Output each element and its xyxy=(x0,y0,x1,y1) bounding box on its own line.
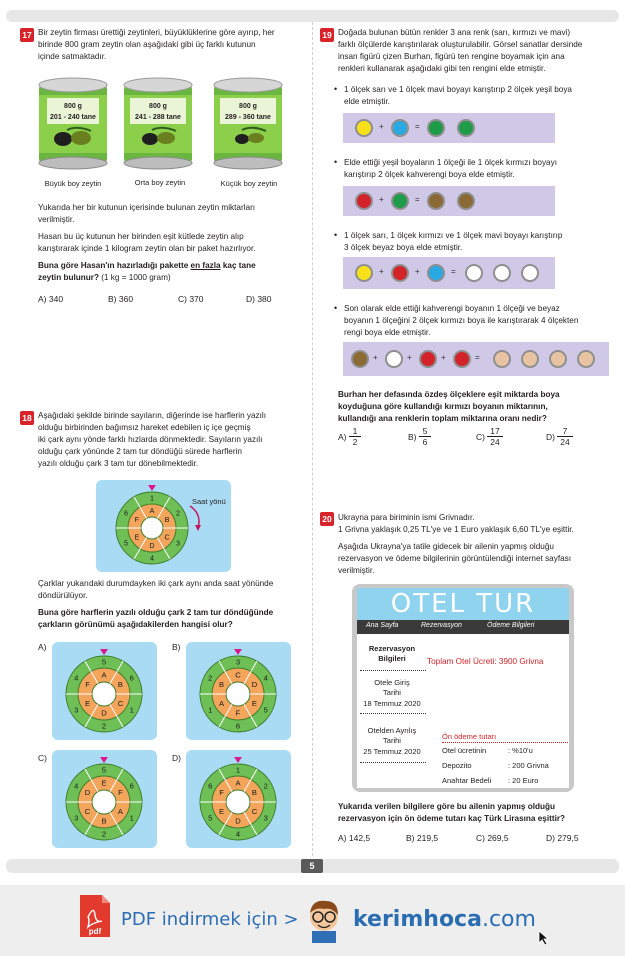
bullet-3: • xyxy=(334,230,338,240)
inner-letter: F xyxy=(134,514,140,524)
plus-sign: + xyxy=(415,267,420,276)
top-marker-icon xyxy=(148,485,156,491)
equals-sign: = xyxy=(475,353,480,362)
checkin-label-1: Otele Giriş xyxy=(374,678,410,687)
footer-site-link[interactable]: kerimhoca.com xyxy=(353,907,536,932)
column-divider xyxy=(312,22,313,856)
pdf-file-icon[interactable] xyxy=(78,893,112,939)
inner-letter: C xyxy=(251,807,258,817)
q19-option-b-fraction[interactable]: $\frac{5}{6}$ xyxy=(419,426,431,447)
q17-p2-line1: Hasan bu üç kutunun her birinden eşit kütlede zeytin alıp xyxy=(38,232,244,241)
q18-option-a-label[interactable]: A) xyxy=(38,642,47,652)
q19-line2: farklı ölçülerde karıştırılarak oluşturulabilir. Görsel sanatlar dersinde xyxy=(338,40,583,49)
site-title: OTEL TUR xyxy=(390,589,536,619)
red-paint-dot xyxy=(453,350,471,368)
q20-option-a[interactable]: A) 142,5 xyxy=(338,833,371,843)
clockwise-label: Saat yönü xyxy=(192,497,226,506)
outer-number: 3 xyxy=(74,705,79,715)
inner-letter: E xyxy=(101,778,107,788)
inner-letter: A xyxy=(101,670,107,680)
inner-letter: A xyxy=(235,778,241,788)
inner-letter: D xyxy=(235,816,241,826)
q20-question-line2: rezervasyon için ön ödeme tutarı kaç Türk Lirasına eşittir? xyxy=(338,814,566,823)
green-paint-dot xyxy=(427,119,445,137)
wheel-option-d xyxy=(190,754,286,846)
mix-row-2 xyxy=(343,186,555,216)
outer-number: 4 xyxy=(74,781,79,791)
prepay-row-1-key: Otel ücretinin xyxy=(442,746,487,755)
q19-question-line3: kullandığı ana renklerin toplam miktarına oranı nedir? xyxy=(338,414,547,423)
q18-p2: döndürülüyor. xyxy=(38,591,88,600)
q19-option-c-fraction[interactable]: $\frac{17}{24}$ xyxy=(487,426,503,447)
q20-line3: Aşağıda Ukrayna'ya tatile gidecek bir ailenin yapmış olduğu xyxy=(338,542,554,551)
q17-p1-line1: Yukarıda her bir kutunun içerisinde bulunan zeytin miktarları xyxy=(38,203,256,212)
outer-number: 3 xyxy=(235,657,241,667)
q18-option-b-label[interactable]: B) xyxy=(172,642,181,652)
inner-letter: C xyxy=(164,532,170,542)
outer-number: 6 xyxy=(129,673,134,683)
outer-number: 4 xyxy=(235,829,241,839)
inner-letter: A xyxy=(117,807,123,817)
q19-b4-line1: Son olarak elde ettiği kahverengi boyanın 1 ölçeği ve beyaz xyxy=(344,304,560,313)
q18-line5: yazılı olduğu çark 3 tam tur dönebilmektedir. xyxy=(38,459,199,468)
mix-row-1 xyxy=(343,113,555,143)
reservation-info-title-1: Rezervasyon xyxy=(368,644,416,653)
prepay-row-2-value: : 200 Grivna xyxy=(508,761,549,770)
q18-question-line1: Buna göre harflerin yazılı olduğu çark 2 tam tur döndüğünde xyxy=(38,608,274,617)
checkout-date: 25 Temmuz 2020 xyxy=(363,747,421,756)
blue-paint-dot xyxy=(427,264,445,282)
outer-number: 5 xyxy=(101,765,107,775)
outer-number: 1 xyxy=(129,705,134,715)
inner-letter: E xyxy=(134,532,140,542)
q19-option-c-label[interactable]: C) xyxy=(476,432,485,442)
can-3-label: Küçük boy zeytin xyxy=(220,179,278,188)
q19-option-a-label[interactable]: A) xyxy=(338,432,347,442)
question-20-number: 20 xyxy=(320,512,334,526)
inner-letter: E xyxy=(251,699,257,709)
outer-number: 5 xyxy=(124,538,129,548)
q19-b2-line1: Elde ettiği yeşil boyaların 1 ölçeği ile 1 ölçek kırmızı boyayı xyxy=(344,158,557,167)
can-3-weight: 800 g xyxy=(239,103,257,110)
outer-number: 5 xyxy=(101,657,107,667)
prepay-row-2-key: Depozito xyxy=(442,761,472,770)
q18-line4: olduğu çark yönünde 2 tam tur döndüğü sürede harflerin xyxy=(38,447,242,456)
outer-number: 1 xyxy=(150,493,154,503)
q17-option-c[interactable]: C) 370 xyxy=(178,294,204,304)
top-marker-icon xyxy=(234,757,242,763)
wheel-option-a xyxy=(56,646,152,738)
q19-b4-line3: rengi boya elde etmiştir. xyxy=(344,328,431,337)
skin-paint-dot xyxy=(577,350,595,368)
q19-line1: Doğada bulunan bütün renkler 3 ana renk (sarı, kırmızı ve mavi) xyxy=(338,28,571,37)
top-marker-icon xyxy=(100,757,108,763)
inner-letter: B xyxy=(117,680,123,690)
q17-question-line2: zeytin bulunur? (1 kg = 1000 gram) xyxy=(38,273,171,282)
green-paint-dot xyxy=(457,119,475,137)
q19-b1-line2: elde etmiştir. xyxy=(344,97,390,106)
separator xyxy=(360,670,426,671)
pdf-icon-text: pdf xyxy=(88,927,102,936)
can-1-weight: 800 g xyxy=(64,103,82,110)
inner-letter: F xyxy=(235,708,241,718)
q19-option-d-fraction[interactable]: $\frac{7}{24}$ xyxy=(557,426,573,447)
outer-number: 1 xyxy=(129,813,134,823)
bullet-2: • xyxy=(334,157,338,167)
outer-number: 2 xyxy=(101,829,107,839)
q18-line3: iki çark aynı yönde farklı hızlarda dönmektedir. Sayıların yazılı xyxy=(38,435,263,444)
yellow-paint-dot xyxy=(355,264,373,282)
outer-number: 2 xyxy=(208,673,213,683)
outer-number: 3 xyxy=(263,813,268,823)
wheel-main xyxy=(106,484,198,568)
outer-number: 1 xyxy=(208,705,213,715)
q20-question-line1: Yukarıda verilen bilgilere göre bu ailenin yapmış olduğu xyxy=(338,802,556,811)
inner-letter: E xyxy=(219,807,225,817)
equals-sign: = xyxy=(415,195,420,204)
prepay-row-1-value: : %10'u xyxy=(508,746,533,755)
checkout-label-1: Otelden Ayrılış xyxy=(367,726,417,735)
separator xyxy=(360,713,426,714)
plus-sign: + xyxy=(373,353,378,362)
can-1-label: Büyük boy zeytin xyxy=(44,179,102,188)
q20-option-c[interactable]: C) 269,5 xyxy=(476,833,509,843)
q17-intro-line3: içinde satmaktadır. xyxy=(38,52,107,61)
question-19-number: 19 xyxy=(320,28,334,42)
q19-question-line2: koyduğuna göre kullandığı kırmızı boyanın miktarının, xyxy=(338,402,548,411)
outer-number: 6 xyxy=(235,721,241,731)
outer-number: 2 xyxy=(101,721,107,731)
inner-letter: D xyxy=(101,708,107,718)
inner-letter: D xyxy=(84,788,91,798)
q18-line1: Aşağıdaki şekilde birinde sayıların, diğerinde ise harflerin yazılı xyxy=(38,411,267,420)
q20-option-b[interactable]: B) 219,5 xyxy=(406,833,439,843)
outer-number: 5 xyxy=(263,705,268,715)
olive-can-medium xyxy=(122,75,194,176)
nav-payment-info[interactable]: Ödeme Bilgileri xyxy=(487,622,535,629)
plus-sign: + xyxy=(407,353,412,362)
prepay-row-3-value: : 20 Euro xyxy=(508,776,539,785)
can-1-count: 201 - 240 tane xyxy=(50,114,96,121)
can-2-label: Orta boy zeytin xyxy=(134,178,186,187)
green-paint-dot xyxy=(391,192,409,210)
white-paint-dot xyxy=(385,350,403,368)
wheel-hub xyxy=(226,682,250,706)
q17-p1-line2: verilmiştir. xyxy=(38,215,75,224)
outer-number: 4 xyxy=(74,673,79,683)
plus-sign: + xyxy=(379,195,384,204)
footer-download-text[interactable]: PDF indirmek için > xyxy=(121,909,299,930)
inner-letter: F xyxy=(219,788,224,798)
q17-intro-line2: birinde 800 gram zeytin olan aşağıdaki gibi üç farklı kutunun xyxy=(38,40,256,49)
inner-letter: C xyxy=(117,699,124,709)
q19-option-a-fraction[interactable]: $\frac{1}{2}$ xyxy=(349,426,361,447)
q19-b1-line1: 1 ölçek sarı ve 1 ölçek mavi boyayı karıştırıp 2 ölçek yeşil boya xyxy=(344,85,572,94)
checkin-label-2: Tarihi xyxy=(383,688,401,697)
clockwise-arrow-icon xyxy=(186,504,208,534)
inner-letter: F xyxy=(85,680,90,690)
blue-paint-dot xyxy=(391,119,409,137)
white-paint-dot xyxy=(493,264,511,282)
outer-number: 4 xyxy=(263,673,268,683)
q18-option-d-label[interactable]: D) xyxy=(172,753,181,763)
outer-number: 2 xyxy=(175,508,180,518)
bullet-4: • xyxy=(334,303,338,313)
inner-letter: D xyxy=(251,680,258,690)
inner-letter: C xyxy=(235,670,241,680)
olive-can-small xyxy=(212,75,284,176)
checkout-label-2: Tarihi xyxy=(383,736,401,745)
red-paint-dot xyxy=(391,264,409,282)
brown-paint-dot xyxy=(457,192,475,210)
q19-question-line1: Burhan her defasında özdeş ölçeklere eşit miktarda boya xyxy=(338,390,560,399)
q19-line4: renkleri kullanarak aşağıdaki gibi ten rengini elde etmiştir. xyxy=(338,64,546,73)
yellow-paint-dot xyxy=(355,119,373,137)
q20-line1: Ukrayna para biriminin ismi Grivnadır. xyxy=(338,513,475,522)
olive-can-large xyxy=(37,75,109,176)
inner-letter: B xyxy=(101,816,107,826)
prepay-row-3-key: Anahtar Bedeli xyxy=(442,776,492,785)
q19-line3: insan figürü çizen Burhan, figürü ten rengine boyamak için ana xyxy=(338,52,565,61)
top-band xyxy=(6,10,619,22)
equals-sign: = xyxy=(451,267,456,276)
q20-option-d[interactable]: D) 279,5 xyxy=(546,833,579,843)
wheel-option-b xyxy=(190,646,286,738)
q18-option-c-label[interactable]: C) xyxy=(38,753,47,763)
inner-letter: A xyxy=(219,699,225,709)
checkin-date: 18 Temmuz 2020 xyxy=(363,699,421,708)
white-paint-dot xyxy=(521,264,539,282)
q19-b3-line2: 3 ölçek beyaz boya elde etmiştir. xyxy=(344,243,463,252)
prepay-underline xyxy=(442,742,568,743)
question-18-number: 18 xyxy=(20,411,34,425)
skin-paint-dot xyxy=(549,350,567,368)
outer-number: 2 xyxy=(263,781,268,791)
question-17-number: 17 xyxy=(20,28,34,42)
inner-letter: B xyxy=(219,680,225,690)
equals-sign: = xyxy=(415,122,420,131)
brown-paint-dot xyxy=(427,192,445,210)
inner-letter: D xyxy=(149,541,155,551)
cursor-pointer-icon xyxy=(538,930,552,946)
inner-letter: B xyxy=(251,788,257,798)
wheel-option-c xyxy=(56,754,152,846)
q19-option-b-label[interactable]: B) xyxy=(408,432,417,442)
wheel-hub xyxy=(226,790,250,814)
q20-line5: verilmiştir. xyxy=(338,566,375,575)
prepay-title: Ön ödeme tutarı xyxy=(442,732,497,741)
red-paint-dot xyxy=(355,192,373,210)
q19-b2-line2: karıştırıp 2 ölçek kahverengi boya elde etmiştir. xyxy=(344,170,515,179)
inner-letter: F xyxy=(118,788,123,798)
q19-b3-line1: 1 ölçek sarı, 1 ölçek kırmızı ve 1 ölçek mavi boyayı karıştırıp xyxy=(344,231,563,240)
outer-number: 6 xyxy=(208,781,213,791)
plus-sign: + xyxy=(379,267,384,276)
top-marker-icon xyxy=(100,649,108,655)
q17-intro-line1: Bir zeytin firması ürettiği zeytinleri, büyüklüklerine göre ayırıp, her xyxy=(38,28,275,37)
inner-letter: C xyxy=(84,807,91,817)
outer-number: 6 xyxy=(129,781,134,791)
q19-option-d-label[interactable]: D) xyxy=(546,432,555,442)
inner-letter: A xyxy=(149,506,155,516)
wheel-hub xyxy=(92,790,116,814)
q17-option-b[interactable]: B) 360 xyxy=(108,294,134,304)
q19-b4-line2: boyanın 1 ölçeğini 2 ölçek kırmızı boya ile karıştırarak 4 ölçekten xyxy=(344,316,579,325)
q18-line2: olduğu birbirinden bağımsız hareket edebilen iç içe geçmiş xyxy=(38,423,251,432)
outer-number: 3 xyxy=(175,538,180,548)
separator xyxy=(360,762,426,763)
can-2-weight: 800 g xyxy=(149,103,167,110)
teacher-mascot-icon xyxy=(298,895,350,943)
white-paint-dot xyxy=(465,264,483,282)
outer-number: 3 xyxy=(74,813,79,823)
can-2-count: 241 - 288 tane xyxy=(135,114,181,121)
q18-p1: Çarklar yukarıdaki durumdayken iki çark aynı anda saat yönünde xyxy=(38,579,274,588)
q20-line4: rezervasyon ve ödeme bilgilerinin görüntülendiği internet sayfası xyxy=(338,554,572,563)
brown-paint-dot xyxy=(351,350,369,368)
inner-letter: E xyxy=(85,699,91,709)
wheel-hub xyxy=(141,517,163,539)
skin-paint-dot xyxy=(493,350,511,368)
can-3-count: 289 - 360 tane xyxy=(225,114,271,121)
wheel-hub xyxy=(92,682,116,706)
plus-sign: + xyxy=(379,122,384,131)
outer-number: 5 xyxy=(208,813,213,823)
plus-sign: + xyxy=(441,353,446,362)
top-marker-icon xyxy=(234,649,242,655)
skin-paint-dot xyxy=(521,350,539,368)
total-hotel-fee: Toplam Otel Ücreti: 3900 Grivna xyxy=(427,657,544,666)
q20-line2: 1 Grivna yaklaşık 0,25 TL'ye ve 1 Euro yaklaşık 6,60 TL'ye eşittir. xyxy=(338,525,574,534)
reservation-info-title-2: Bilgileri xyxy=(378,654,406,663)
outer-number: 1 xyxy=(235,765,241,775)
nav-reservation[interactable]: Rezervasyon xyxy=(421,622,462,629)
q18-question-line2: çarkların görünümü aşağıdakilerden hangisi olur? xyxy=(38,620,233,629)
outer-number: 4 xyxy=(150,553,154,563)
bullet-1: • xyxy=(334,84,338,94)
page-number: 5 xyxy=(301,859,323,873)
inner-letter: B xyxy=(164,514,170,524)
nav-home[interactable]: Ana Sayfa xyxy=(366,622,399,629)
q17-p2-line2: karıştırarak içinde 1 kilogram zeytin olan bir paket hazırlıyor. xyxy=(38,244,256,253)
q17-option-a[interactable]: A) 340 xyxy=(38,294,64,304)
red-paint-dot xyxy=(419,350,437,368)
outer-number: 6 xyxy=(124,508,129,518)
q17-option-d[interactable]: D) 380 xyxy=(246,294,272,304)
q17-question-line1: Buna göre Hasan'ın hazırladığı pakette en fazla kaç tane xyxy=(38,261,256,270)
